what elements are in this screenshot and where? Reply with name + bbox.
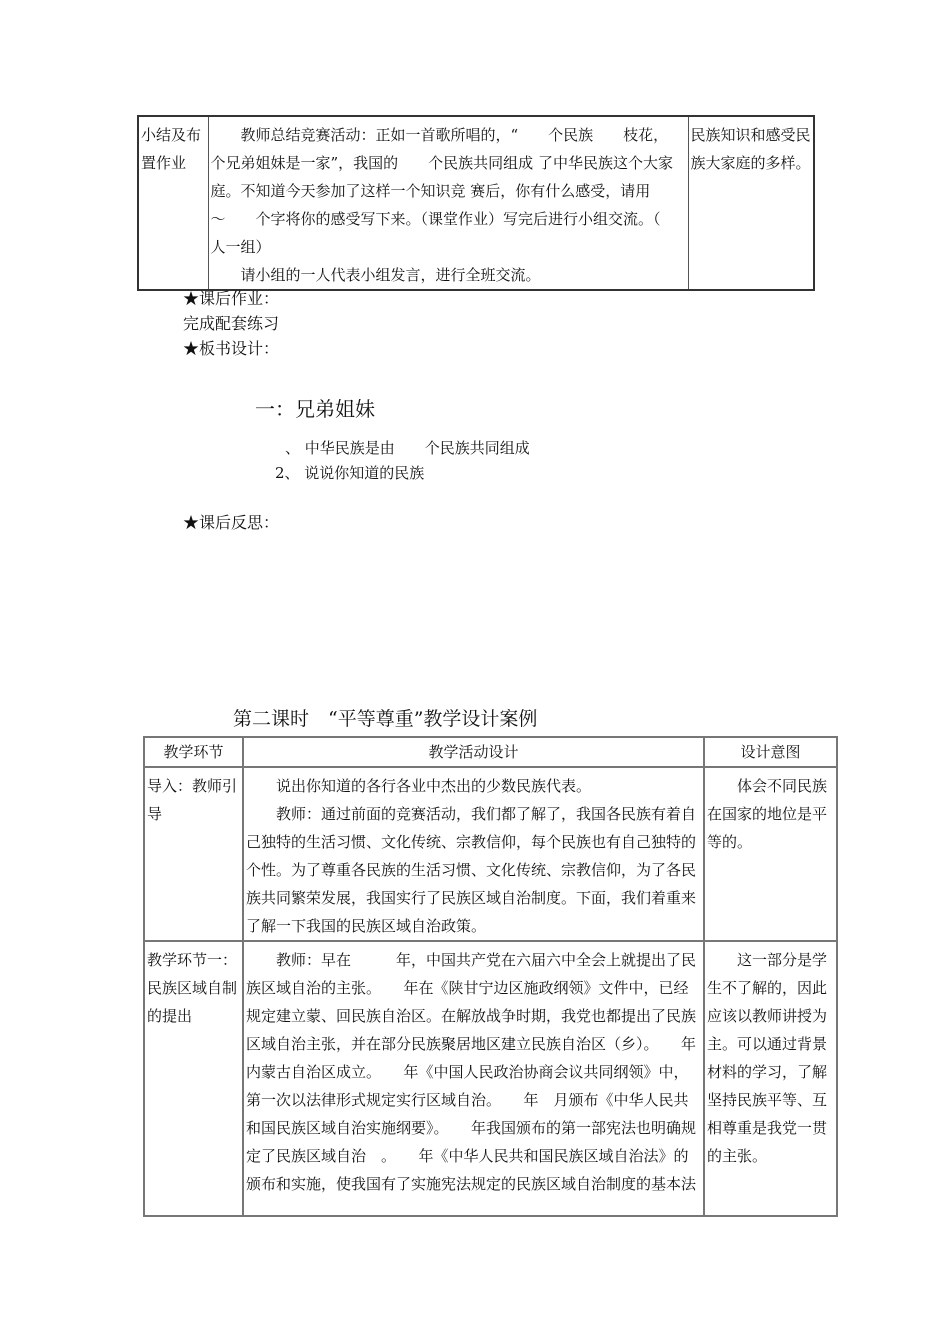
- homework-heading: ★课后作业：: [183, 289, 280, 308]
- column-header: 教学活动设计: [243, 737, 704, 767]
- stage-cell: 教学环节一：民族区域自制的提出: [144, 941, 243, 1216]
- activity-paragraph: 请小组的一人代表小组发言，进行全班交流。: [240, 266, 541, 284]
- column-header: 教学环节: [144, 737, 243, 767]
- lesson2-title: 第二课时 “平等尊重”教学设计案例: [233, 708, 538, 730]
- activity-cell: [243, 941, 704, 1216]
- table-row: [138, 116, 814, 290]
- intent-cell: [704, 941, 837, 1216]
- activity-paragraph: 教师：通过前面的竞赛活动，我们都了解了，我国各民族有着自己独特的生活习惯、文化传统、宗教信仰，每个民族也有自己独特的个性。为了尊重各民族的生活习惯、文化传统、宗教信仰，为了各民族共同繁荣发展，我国实行了民族区域自治制度。下面，我们着重来了解一下我国的民族区域自治政策。: [246, 805, 697, 935]
- reflection-heading: ★课后反思：: [183, 513, 280, 532]
- homework-text: 完成配套练习: [183, 314, 280, 333]
- activity-paragraph: 教师：早在 年，中国共产党在六届六中全会上就提出了民族区域自治的主张。 年在《陕甘宁边区施政纲领》文件中，已经规定建立蒙、回民族自治区。在解放战争时期，我党也都提出了民族区域自治主张，并在部分民族聚居地区建立民族自治区（乡）。 年内蒙古自治区成立。 年《中国人民政治协商会议共同纲领》中，第一次以法律形式规定实行区域自治。 年 月颁布《中华人民共和国民族区域自治实施纲要》。 年我国颁布的第一部宪法也明确规定了民族区域自治 。 年《中华人民共和国民族区域自治法》的颁布和实施，使我国有了实施宪法规定的民族区域自治制度的基本法: [246, 951, 697, 1193]
- table-row: [144, 941, 837, 1216]
- column-header: 设计意图: [704, 737, 837, 767]
- stage-cell: 小结及布置作业: [138, 116, 208, 290]
- board-heading: ★板书设计：: [183, 339, 280, 358]
- activity-paragraph: 教师总结竞赛活动：正如一首歌所唱的，“ 个民族 枝花， 个兄弟姐妹是一家”，我国的 个民族共同组成 了中华民族这个大家庭。不知道今天参加了这样一个知识竞 赛后，你有什么感受，请用 ～ 个字将你的感受写下来。（课堂作业）写完后进行小组交流。（ 人一组）: [210, 126, 691, 256]
- activity-paragraph: 说出你知道的各行各业中杰出的少数民族代表。: [276, 777, 592, 795]
- summary-table: [137, 115, 815, 291]
- intent-text: 这一部分是学生不了解的，因此应该以教师讲授为主。可以通过背景材料的学习，了解坚持民族平等、互相尊重是我党一贯的主张。: [707, 951, 828, 1165]
- lesson-design-table: [143, 736, 838, 1217]
- intent-text: 体会不同民族在国家的地位是平等的。: [707, 777, 828, 851]
- intent-cell: [704, 767, 837, 941]
- intent-cell: 民族知识和感受民族大家庭的多样。: [688, 116, 814, 290]
- activity-cell: [243, 767, 704, 941]
- stage-cell: 导入：教师引导: [144, 767, 243, 941]
- activity-cell: [208, 116, 691, 290]
- table-header-row: [144, 737, 837, 767]
- board-item: 2、 说说你知道的民族: [275, 464, 425, 482]
- board-title: 一：兄弟姐妹: [255, 397, 375, 421]
- table-row: [144, 767, 837, 941]
- board-item: 、 中华民族是由 个民族共同组成: [285, 439, 530, 457]
